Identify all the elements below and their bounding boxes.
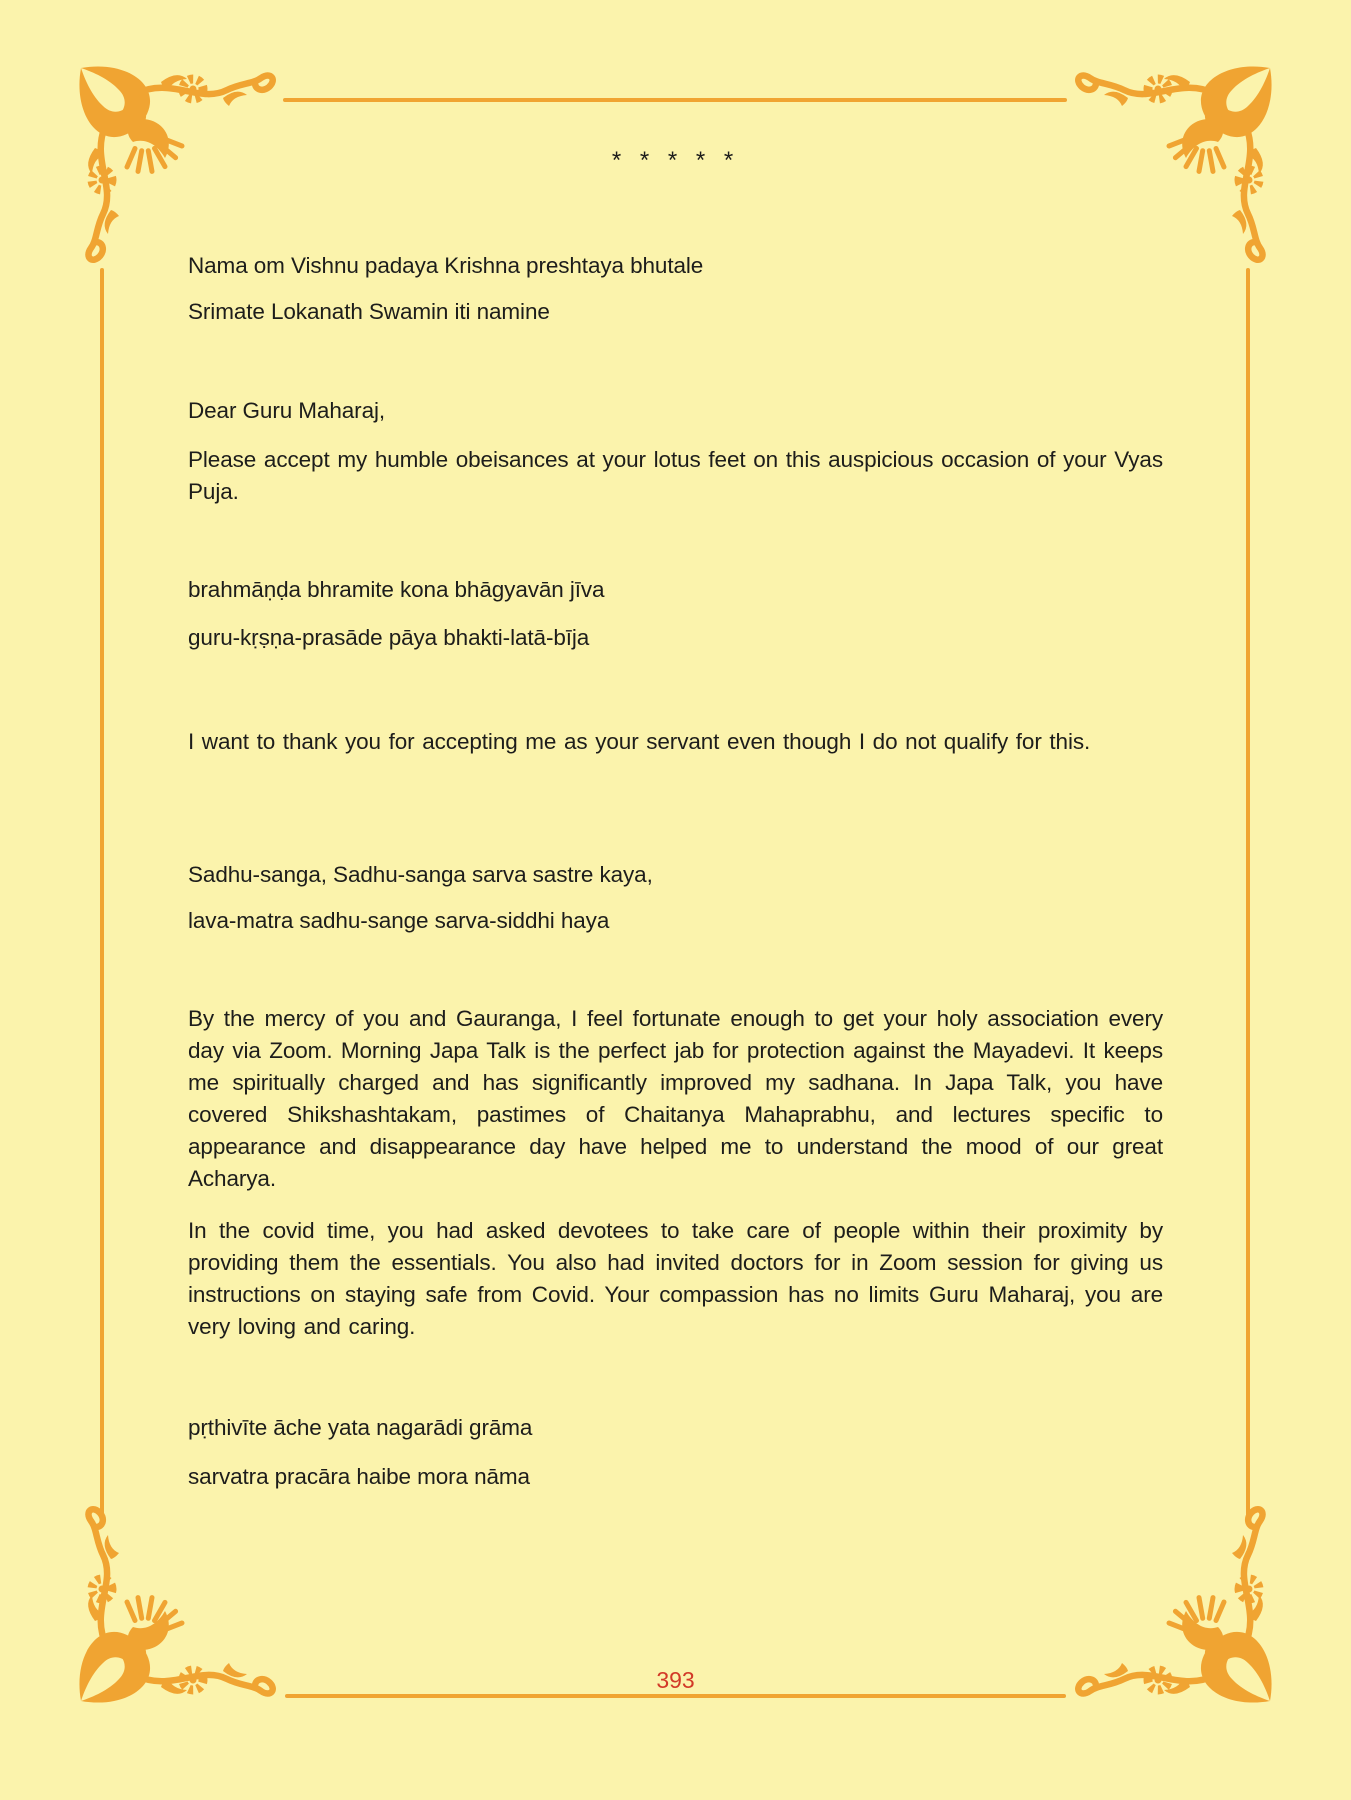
verse2-line-2: lava-matra sadhu-sange sarva-siddhi haya xyxy=(188,908,610,933)
paragraph-mercy: By the mercy of you and Gauranga, I feel fortunate enough to get your holy association every day via Zoom. Morning Japa Talk is the perfect jab for protection against the Mayadevi. It keeps me spiritually charged and has significantly improved my sadhana. In Japa Talk, you have covered Shikshashtakam, pastimes of Chaitanya Mahaprabhu, and lectures specific to appearance and disappearance day have helped me to understand the mood of our great Acharya. xyxy=(188,1006,1163,1191)
paragraph-thanks: I want to thank you for accepting me as your servant even though I do not qualify for this. xyxy=(188,729,1091,754)
page-number: 393 xyxy=(656,1667,695,1693)
section-separator: * * * * * xyxy=(611,147,740,174)
border-rule-top xyxy=(283,98,1067,102)
verse3-line-1: pṛthivīte āche yata nagarādi grāma xyxy=(188,1415,533,1440)
verse1-line-2: guru-kṛṣṇa-prasāde pāya bhakti-latā-bīja xyxy=(188,625,590,650)
paragraph-covid: In the covid time, you had asked devotees to take care of people within their proximity by providing them the essentials. You also had invited doctors for in Zoom session for giving us instructions on staying safe from Covid. Your compassion has no limits Guru Maharaj, you are very loving and caring. xyxy=(188,1218,1163,1339)
invocation-line-2: Srimate Lokanath Swamin iti namine xyxy=(188,299,550,324)
salutation: Dear Guru Maharaj, xyxy=(188,398,386,423)
verse1-line-1: brahmāṇḍa bhramite kona bhāgyavān jīva xyxy=(188,577,605,602)
verse2-line-1: Sadhu-sanga, Sadhu-sanga sarva sastre kaya, xyxy=(188,862,653,887)
border-rule-right xyxy=(1246,268,1250,1526)
border-rule-left xyxy=(100,268,104,1526)
paragraph-obeisances: Please accept my humble obeisances at your lotus feet on this auspicious occasion of your Vyas Puja. xyxy=(188,447,1163,504)
invocation-line-1: Nama om Vishnu padaya Krishna preshtaya bhutale xyxy=(188,253,704,278)
verse3-line-2: sarvatra pracāra haibe mora nāma xyxy=(188,1464,530,1489)
